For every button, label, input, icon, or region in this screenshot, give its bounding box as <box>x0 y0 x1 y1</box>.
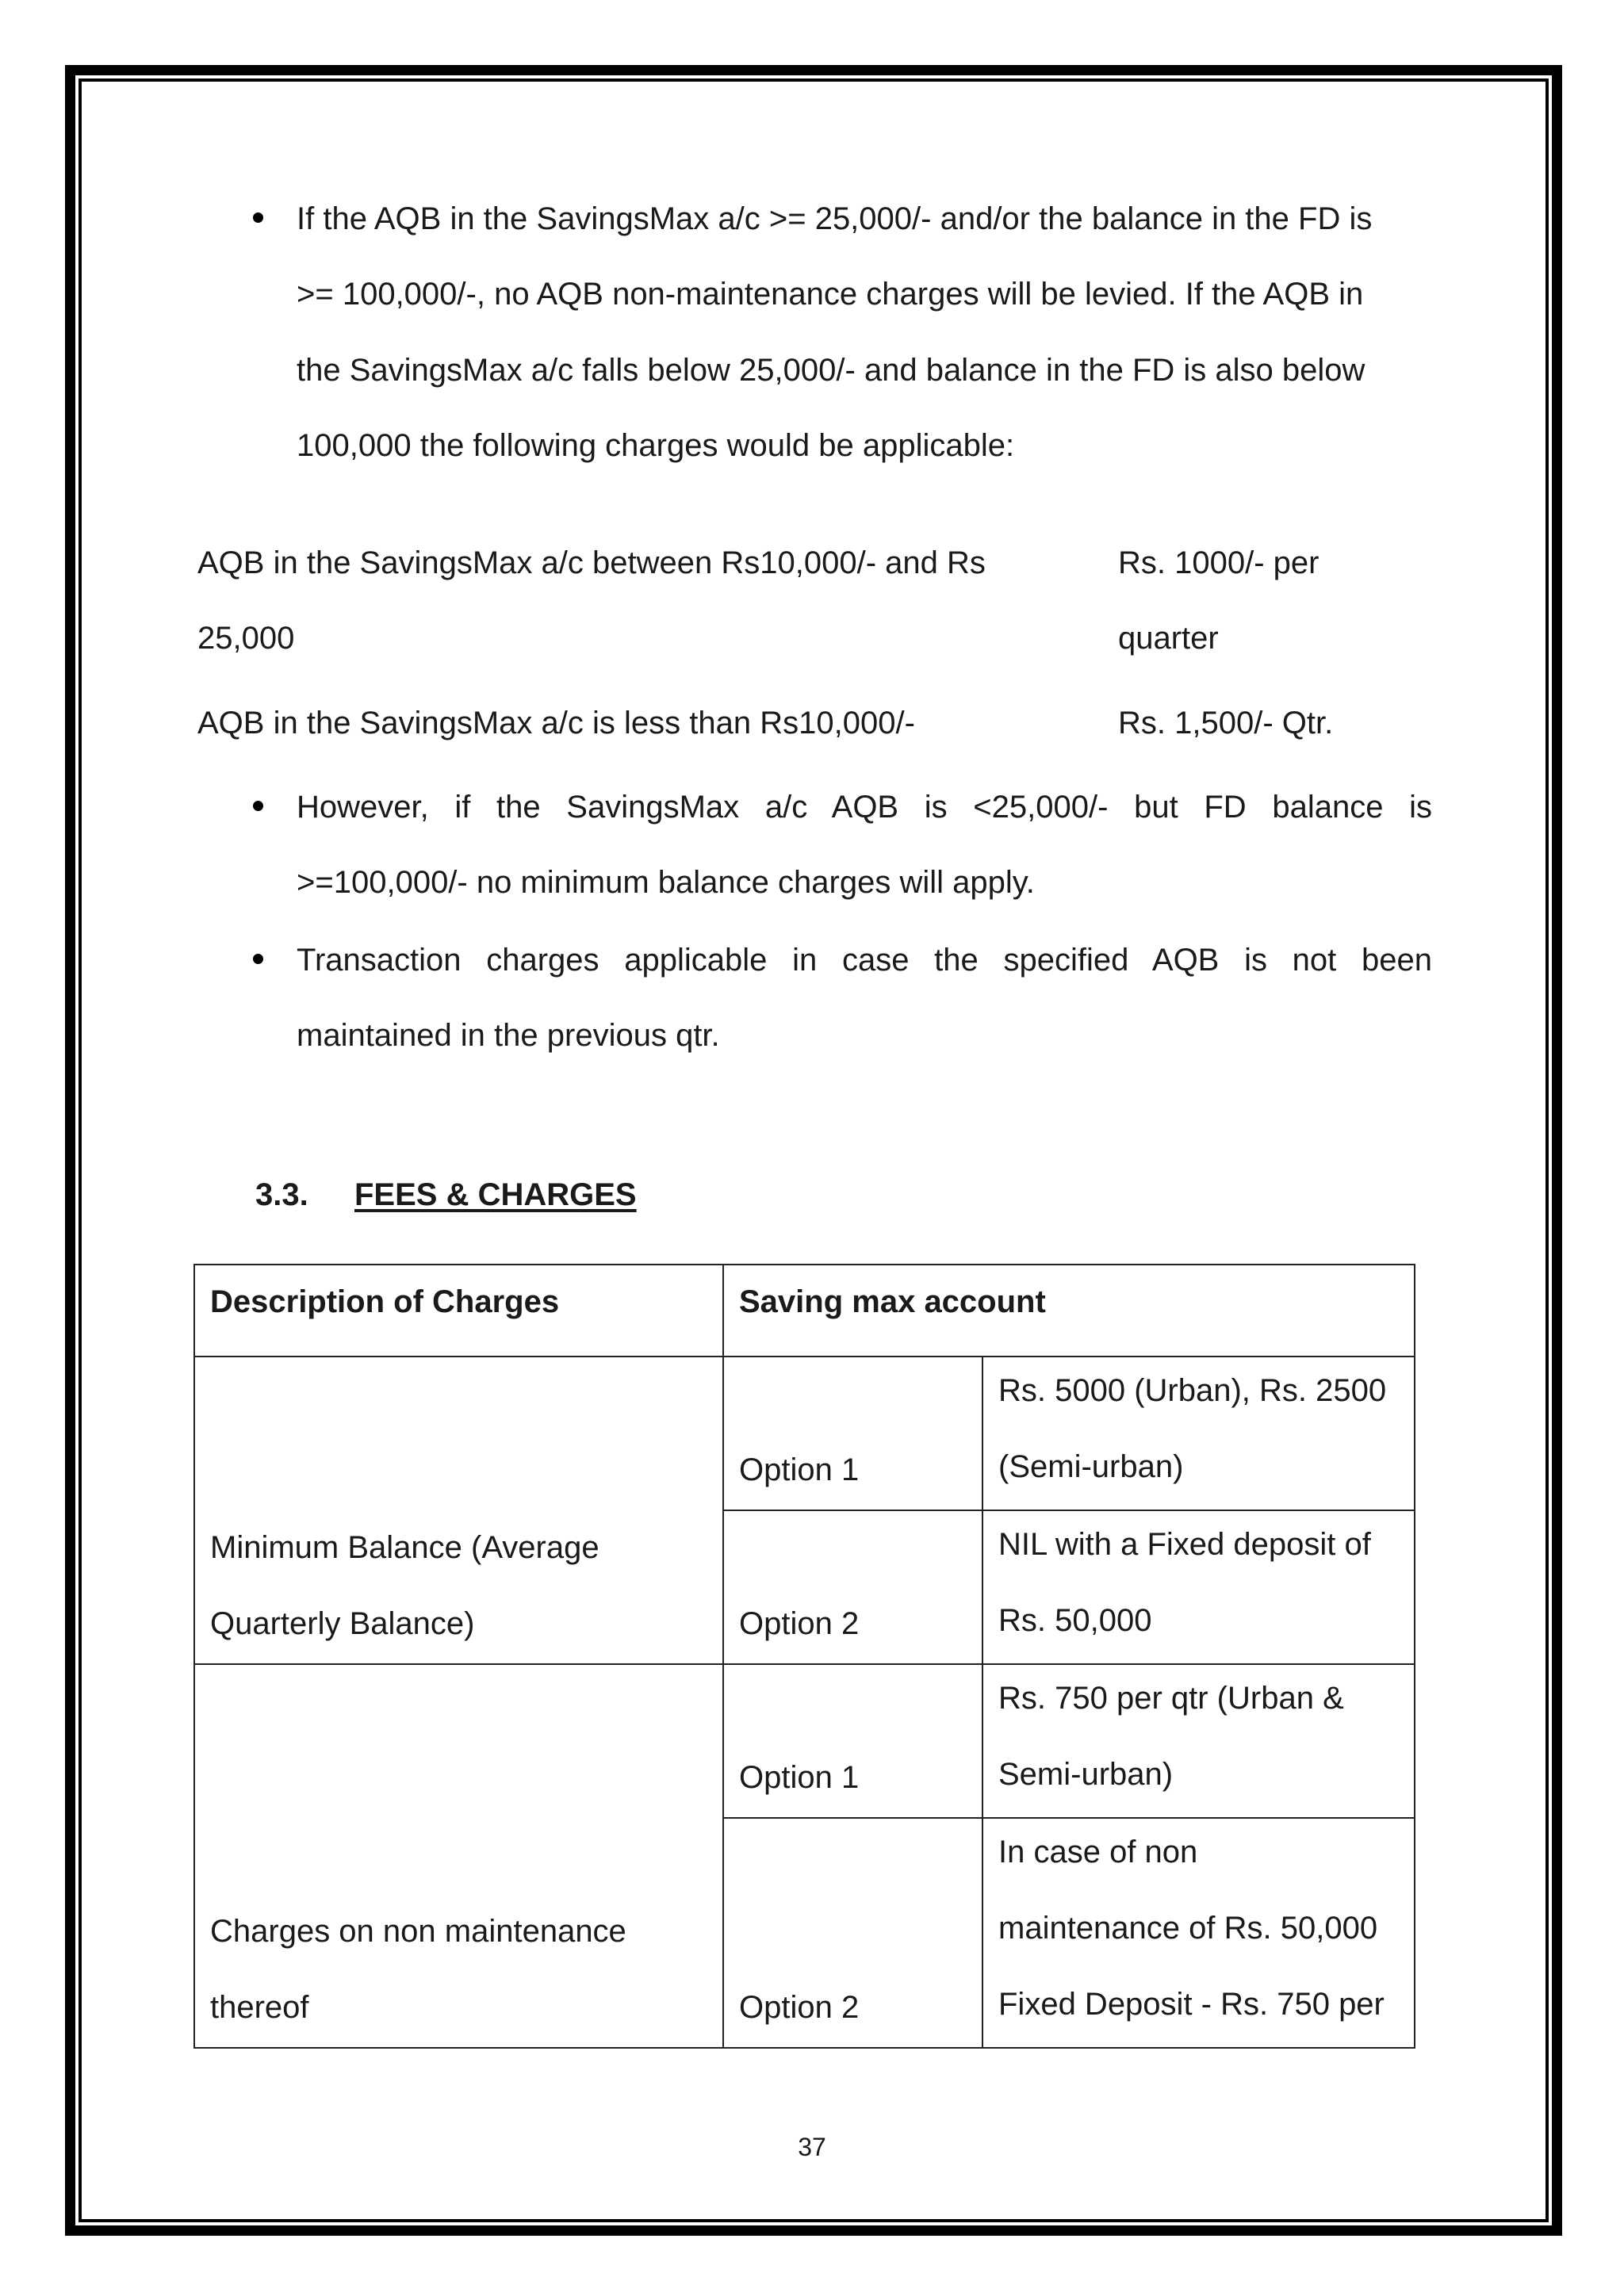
cell-text: thereof <box>210 1990 309 2025</box>
table-header-cell: Saving max account <box>723 1265 1415 1357</box>
cell-text: Rs. 50,000 <box>998 1603 1152 1638</box>
cell-text: In case of non <box>998 1835 1198 1869</box>
charge-amount: quarter <box>1118 621 1219 656</box>
cell-text: Option 2 <box>739 1990 860 2025</box>
paragraph-line: Transaction charges applicable in case the specified AQB is not been <box>297 943 1432 978</box>
paragraph-line: the SavingsMax a/c falls below 25,000/- and balance in the FD is also below <box>297 353 1365 388</box>
cell-text: Quarterly Balance) <box>210 1606 475 1641</box>
option-label-cell <box>723 1664 982 1818</box>
cell-text: Semi-urban) <box>998 1757 1174 1792</box>
cell-text: Rs. 750 per qtr (Urban & <box>998 1681 1344 1716</box>
cell-text: Option 1 <box>739 1452 860 1487</box>
table-row <box>194 1664 1415 1818</box>
option-value-cell <box>982 1510 1415 1664</box>
table-row <box>194 1357 1415 1510</box>
bullet-marker <box>253 801 263 811</box>
option-value-cell <box>982 1357 1415 1510</box>
option-label-cell <box>723 1818 982 2048</box>
charge-amount: Rs. 1000/- per <box>1118 545 1320 580</box>
cell-text: Charges on non maintenance <box>210 1914 626 1949</box>
cell-text: Minimum Balance (Average <box>210 1530 599 1565</box>
paragraph-line: If the AQB in the SavingsMax a/c >= 25,000/- and/or the balance in the FD is <box>297 201 1373 236</box>
paragraph-line: maintained in the previous qtr. <box>297 1018 720 1053</box>
charge-description-cell <box>194 1357 723 1664</box>
option-label-cell <box>723 1510 982 1664</box>
paragraph-line: >= 100,000/-, no AQB non-maintenance charges will be levied. If the AQB in <box>297 277 1364 312</box>
fees-table <box>193 1264 1415 2049</box>
section-title: FEES & CHARGES <box>354 1177 637 1212</box>
section-number: 3.3. <box>255 1177 308 1212</box>
bullet-marker <box>253 954 263 964</box>
cell-text: Rs. 5000 (Urban), Rs. 2500 <box>998 1373 1387 1408</box>
cell-text: (Semi-urban) <box>998 1449 1184 1484</box>
charge-description-cell <box>194 1664 723 2048</box>
table-header-row <box>194 1265 1415 1357</box>
charge-description: 25,000 <box>197 621 295 656</box>
charge-amount: Rs. 1,500/- Qtr. <box>1118 706 1334 740</box>
option-value-cell <box>982 1664 1415 1818</box>
paragraph-line: 100,000 the following charges would be applicable: <box>297 428 1015 463</box>
bullet-marker <box>253 212 263 223</box>
paragraph-line: >=100,000/- no minimum balance charges will apply. <box>297 865 1035 900</box>
option-label-cell <box>723 1357 982 1510</box>
cell-text: Option 1 <box>739 1760 860 1795</box>
charge-description: AQB in the SavingsMax a/c between Rs10,000/- and Rs <box>197 545 986 580</box>
option-value-cell <box>982 1818 1415 2048</box>
charge-description: AQB in the SavingsMax a/c is less than Rs10,000/- <box>197 706 915 740</box>
table-header-cell: Description of Charges <box>194 1265 723 1357</box>
cell-text: maintenance of Rs. 50,000 <box>998 1911 1378 1946</box>
cell-text: NIL with a Fixed deposit of <box>998 1527 1371 1562</box>
paragraph-line: However, if the SavingsMax a/c AQB is <25,000/- but FD balance is <box>297 790 1432 825</box>
cell-text: Option 2 <box>739 1606 860 1641</box>
cell-text: Fixed Deposit - Rs. 750 per <box>998 1987 1385 2022</box>
page-number: 37 <box>798 2133 826 2161</box>
